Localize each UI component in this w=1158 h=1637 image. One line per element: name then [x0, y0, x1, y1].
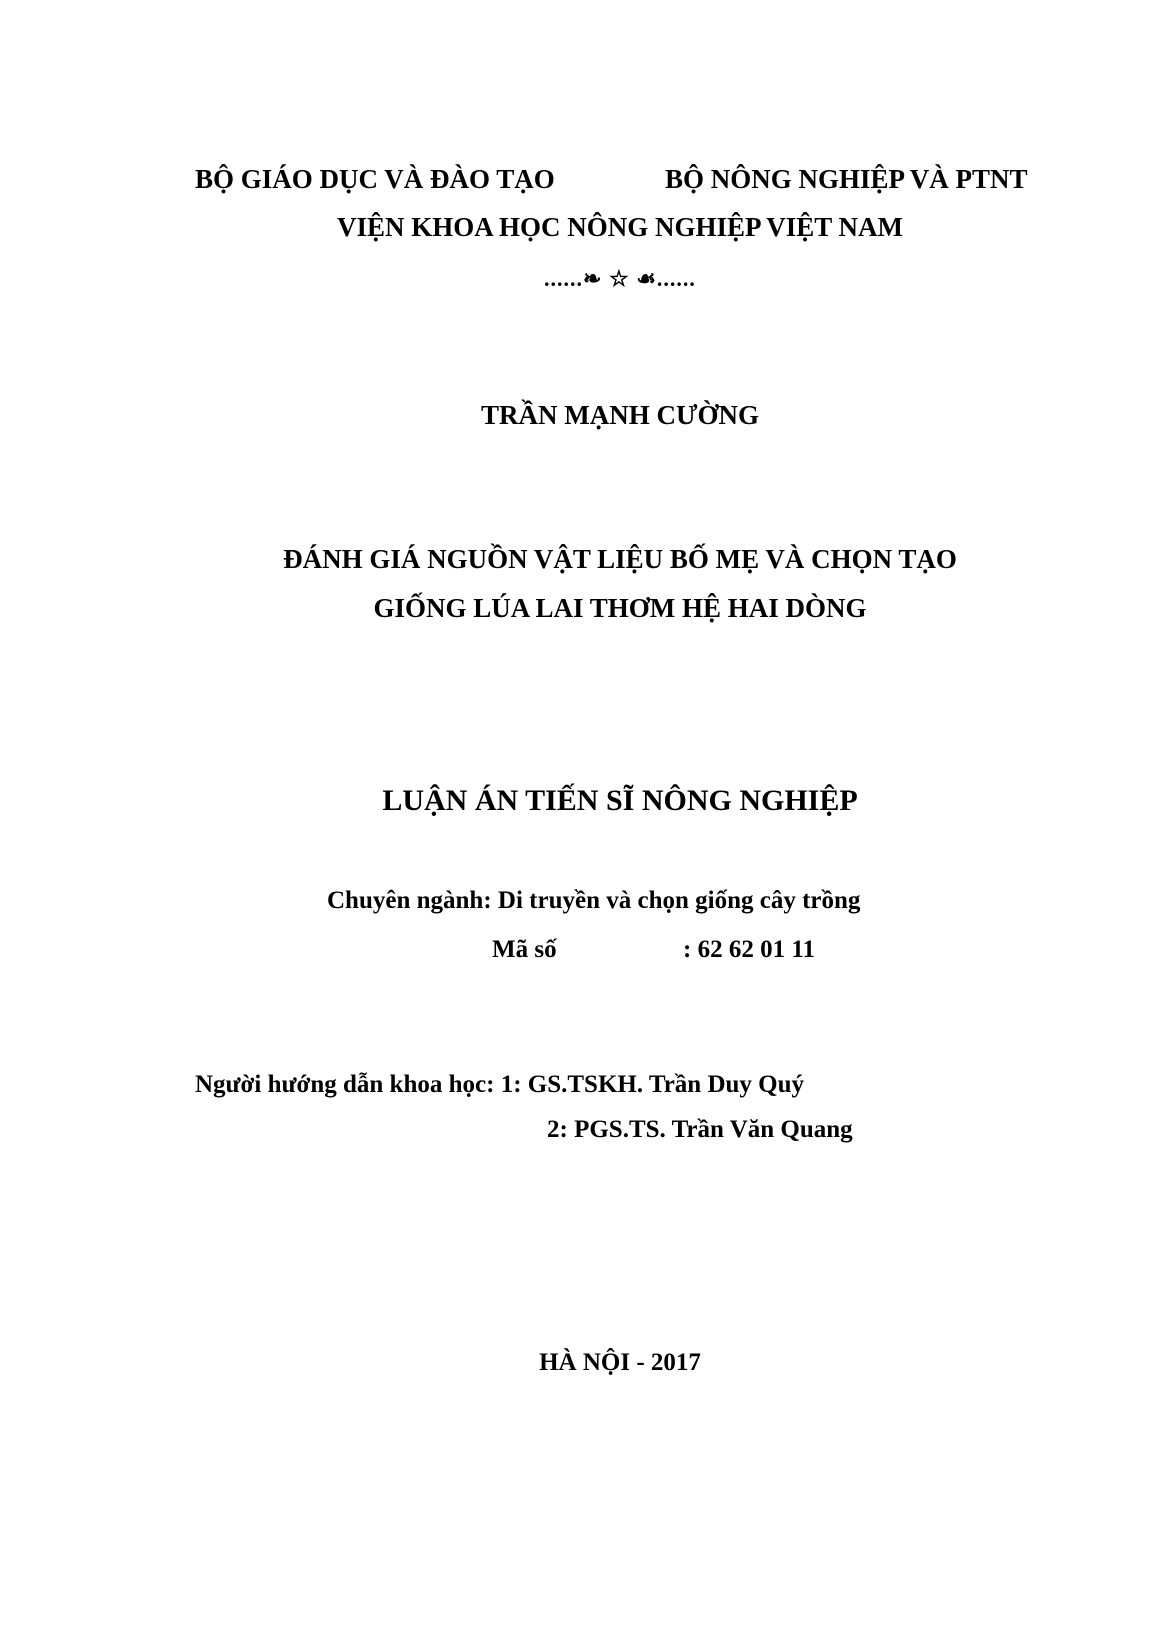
place-and-year: HÀ NỘI - 2017 — [539, 1349, 701, 1376]
ministry-right: BỘ NÔNG NGHIỆP VÀ PTNT — [665, 164, 1028, 194]
advisor-line-1: Người hướng dẫn khoa học: 1: GS.TSKH. Trần Duy Quý — [195, 1071, 805, 1098]
thesis-title-line-1: ĐÁNH GIÁ NGUỒN VẬT LIỆU BỐ MẸ VÀ CHỌN TẠO — [283, 544, 957, 574]
code-value: : 62 62 01 11 — [683, 936, 815, 963]
code-label: Mã số — [492, 936, 557, 963]
ministry-left: BỘ GIÁO DỤC VÀ ĐÀO TẠO — [195, 164, 555, 194]
author-name: TRẦN MẠNH CƯỜNG — [481, 400, 759, 430]
degree-title: LUẬN ÁN TIẾN SĨ NÔNG NGHIỆP — [382, 784, 858, 817]
thesis-title-line-2: GIỐNG LÚA LAI THƠM HỆ HAI DÒNG — [373, 593, 867, 623]
ornament-divider: ......❧ ☆ ☙...... — [544, 266, 696, 291]
advisor-line-2: 2: PGS.TS. Trần Văn Quang — [547, 1116, 853, 1143]
major-line: Chuyên ngành: Di truyền và chọn giống cây trồng — [327, 887, 861, 914]
institute-name: VIỆN KHOA HỌC NÔNG NGHIỆP VIỆT NAM — [336, 212, 904, 242]
